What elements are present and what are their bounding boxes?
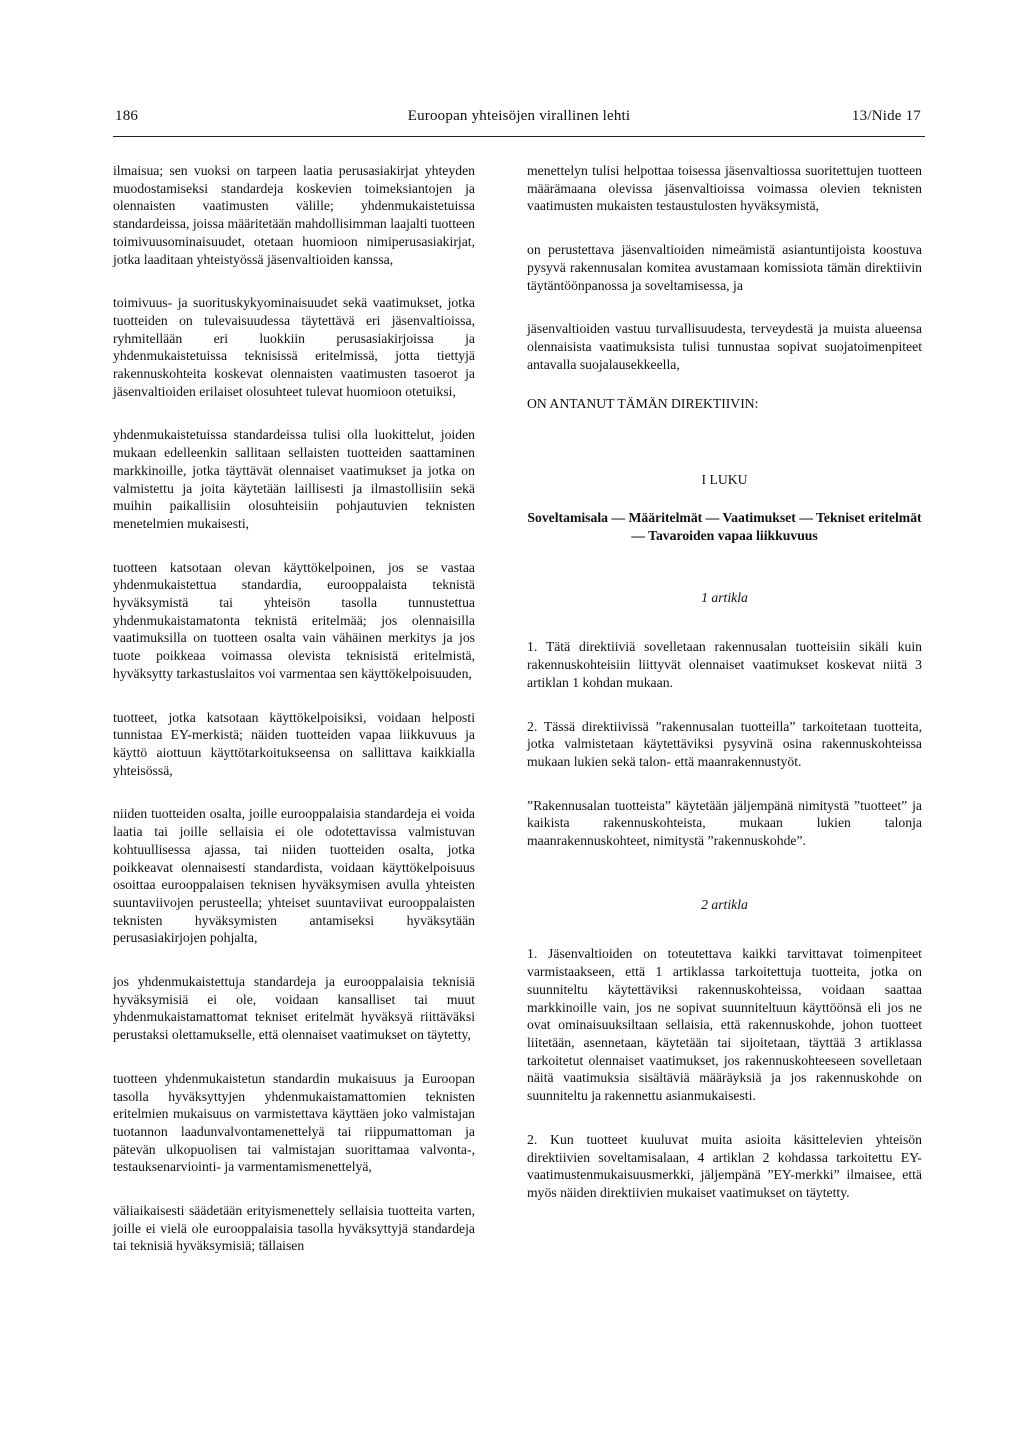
recital-paragraph: tuotteen yhdenmukaistetun standardin mukaisuus ja Euroopan tasolla hyväksyttyjen yhdenmukaistamattomien teknisten eritelmien mukaisuus on varmistettava käyttäen joko valmistajan tuotannon laadunvalvontamenettelyä tai riippumattoman ja pätevän ulkopuolisen tai valmistajan suorittamaa valvonta-, testauksenarviointi- ja varmentamismenettelyä,: [113, 1070, 475, 1175]
chapter-heading: Soveltamisala — Määritelmät — Vaatimukset — Tekniset eritelmät — Tavaroiden vapaa liikkuvuus: [527, 509, 922, 543]
publication-title: Euroopan yhteisöjen virallinen lehti: [407, 108, 631, 124]
article-2-title: 2 artikla: [701, 896, 748, 912]
article-paragraph: 1. Tätä direktiiviä sovelletaan rakennusalan tuotteisiin sikäli kuin rakennuskohteisiin liittyvät olennaiset vaatimukset koskevat niitä 3 artiklan 1 kohdan mukaan.: [527, 639, 922, 690]
recital-paragraph: jäsenvaltioiden vastuu turvallisuudesta, terveydestä ja muista alueensa olennaisista vaatimuksista tulisi tunnustaa sopivat suojatoimenpiteet antavalla suojalausekkeella,: [527, 321, 922, 372]
right-column: [527, 162, 922, 1228]
recital-paragraph: väliaikaisesti säädetään erityismenettely sellaisia tuotteita varten, joille ei vielä ole eurooppalaisia tasolla hyväksyttyjä standardeja tai teknisiä hyväksymisiä; tällaisen: [113, 1203, 475, 1254]
article-paragraph: 2. Kun tuotteet kuuluvat muita asioita käsittelevien yhteisön direktiivien soveltamisalaan, 4 artiklan 2 kohdassa tarkoitettu EY-vaatimustenmukaisuusmerkki, jäljempänä ”EY-merkki” ilmaisee, että myös näiden direktiivien mukaiset vaatimukset on täytetty.: [527, 1131, 922, 1200]
recital-paragraph: menettelyn tulisi helpottaa toisessa jäsenvaltiossa suoritettujen tuotteen määrämaana olevissa jäsenvaltioissa voimassa olevien teknisten vaatimusten mukaisten testaustulosten hyväksymistä,: [527, 163, 922, 214]
directive-statement: ON ANTANUT TÄMÄN DIREKTIIVIN:: [527, 396, 759, 412]
page-header: [113, 108, 925, 137]
left-column: [113, 162, 475, 1281]
recital-paragraph: jos yhdenmukaistettuja standardeja ja eurooppalaisia teknisiä hyväksymisiä ei ole, voidaan kansalliset tai muut yhdenmukaistamattomat tekniset eritelmät hyväksyä riittäväksi perustaksi olettamukselle, että olennaiset vaatimukset on täytetty,: [113, 974, 475, 1043]
recital-paragraph: yhdenmukaistetuissa standardeissa tulisi olla luokittelut, joiden mukaan edelleenkin sallitaan sellaisten tuotteiden saattaminen markkinoille, jotka täyttävät olennaiset vaatimukset ja jotka on valmistettu ja joita käytetään laillisesti ja ilmastollisiin sekä muihin paikallisiin olosuhteisiin pohjautuvien teknisten menetelmien mukaisesti,: [113, 427, 475, 531]
article-paragraph: 1. Jäsenvaltioiden on toteutettava kaikki tarvittavat toimenpiteet varmistaakseen, että 1 artiklassa tarkoitettuja tuotteita, jotka on suunniteltu käytettäviksi rakennuskohteissa, voidaan saattaa markkinoille vain, jos ne sopivat suunniteltuun käyttöönsä eli jos ne ovat ominaisuuksiltaan sellaisia, että rakennuskohde, johon tuotteet liitetään, asennetaan, käytetään tai sijoitetaan, täyttää 3 artiklassa tarkoitetut olennaiset vaatimukset, jos rakennuskohteeseen sovelletaan näitä vaatimuksia sisältäviä määräyksiä ja jos rakennuskohde on suunniteltu ja rakennettu asianmukaisesti.: [527, 946, 922, 1104]
recital-paragraph: niiden tuotteiden osalta, joille eurooppalaisia standardeja ei voida laatia tai joille sellaisia ei ole odotettavissa valmistuvan kohtuullisessa ajassa, tai niiden tuotteiden osalta, jotka poikkeavat olennaisesti standardista, voidaan käyttökelpoisuus osoittaa eurooppalaisen teknisen hyväksymisen avulla yhteisten suuntaviivojen perusteella; yhteiset suuntaviivat eurooppalaisten teknisten hyväksymisten antamiseksi hyväksytään perusasiakirjojen pohjalta,: [113, 806, 475, 946]
page-number: 186: [115, 108, 139, 124]
recital-paragraph: ilmaisua; sen vuoksi on tarpeen laatia perusasiakirjat yhteyden muodostamiseksi standardeja koskevien toimeksiantojen ja olennaisten vaatimusten välille; yhdenmukaistetuissa standardeissa, joissa määritetään mahdollisimman laajalti tuotteen toimivuusominaisuudet, otetaan huomioon nimiperusasiakirjat, jotka laaditaan yhteistyössä jäsenvaltioiden kanssa,: [113, 163, 475, 267]
article-paragraph: 2. Tässä direktiivissä ”rakennusalan tuotteilla” tarkoitetaan tuotteita, jotka valmistetaan käytettäviksi pysyvinä osina rakennuskohteissa mukaan lukien sekä talon- että maanrakennustyöt.: [527, 718, 922, 769]
recital-paragraph: toimivuus- ja suorituskykyominaisuudet sekä vaatimukset, jotka tuotteiden on tulevaisuudessa täytettävä eri jäsenvaltioissa, ryhmitellään eri luokkiin perusasiakirjoissa ja yhdenmukaistetuissa teknisissä eritelmissä, jotta tiettyjä rakennuskohteita koskevat olennaisten vaatimusten tasoerot ja jäsenvaltioiden erilaiset olosuhteet tulevat huomioon otetuiksi,: [113, 295, 475, 399]
volume-number: 13/Nide 17: [851, 108, 921, 124]
chapter-title: I LUKU: [701, 472, 748, 488]
article-1-title: 1 artikla: [701, 589, 748, 605]
article-paragraph: ”Rakennusalan tuotteista” käytetään jäljempänä nimitystä ”tuotteet” ja kaikista rakennuskohteista, mukaan lukien talonja maanrakennuskohteet, nimitystä ”rakennuskohde”.: [527, 797, 922, 849]
recital-paragraph: tuotteen katsotaan olevan käyttökelpoinen, jos se vastaa yhdenmukaistettua standardia, eurooppalaista teknistä hyväksymistä tai yhteisön tasolla tunnustettua yhdenmukaistamatonta teknistä eritelmää; jos olennaisilla vaatimuksilla on tuotteen osalta vain vähäinen merkitys ja jos tuote poikkeaa voimassa olevista teknisistä eritelmistä, hyväksytty tarkastuslaitos voi varmentaa sen käyttökelpoisuuden,: [113, 559, 475, 681]
recital-paragraph: on perustettava jäsenvaltioiden nimeämistä asiantuntijoista koostuva pysyvä rakennusalan komitea avustamaan komissiota tämän direktiivin täytäntöönpanossa ja soveltamisessa, ja: [527, 242, 922, 293]
recital-paragraph: tuotteet, jotka katsotaan käyttökelpoisiksi, voidaan helposti tunnistaa EY-merkistä; näiden tuotteiden vapaa liikkuvuus ja käyttö aiottuun käyttötarkoitukseensa on sallittava kaikkialla yhteisössä,: [113, 709, 475, 778]
